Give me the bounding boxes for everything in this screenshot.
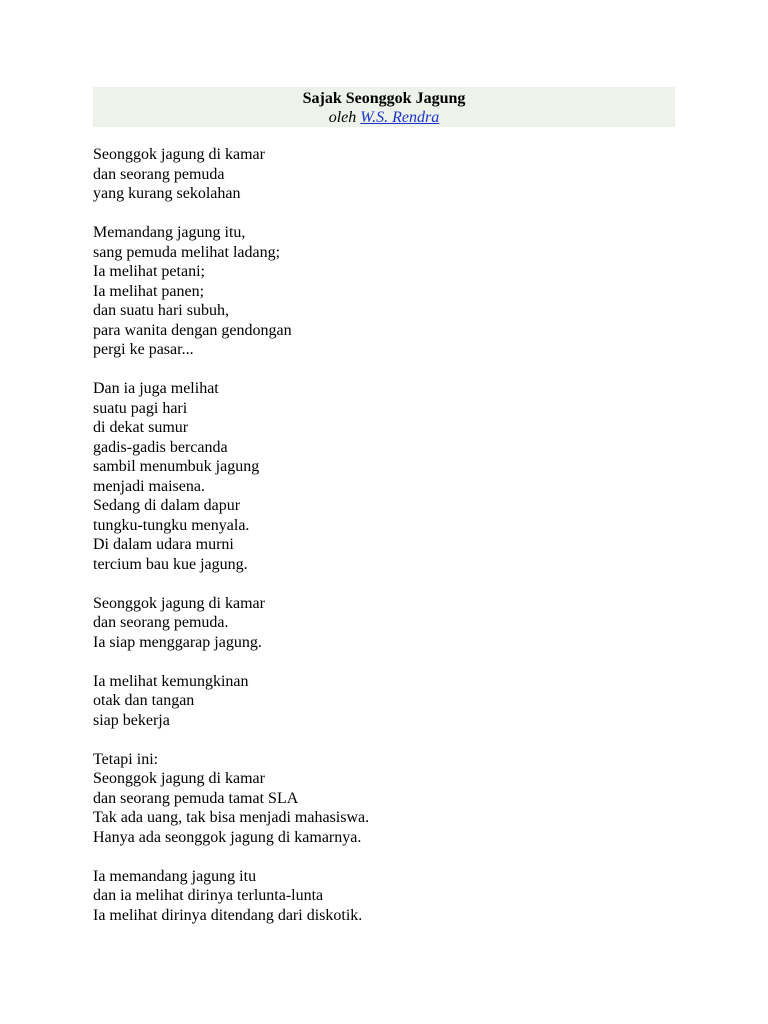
poem-line: dan seorang pemuda.	[93, 614, 229, 631]
poem-line: Ia melihat dirinya ditendang dari diskotik.	[93, 906, 363, 924]
stanza	[93, 750, 675, 848]
poem-line: Ia memandang jagung itu	[93, 867, 257, 885]
poem-header	[93, 87, 675, 127]
poem-line: Di dalam udara murni	[93, 536, 234, 553]
poem-line: dan seorang pemuda	[93, 165, 225, 183]
poem-line: para wanita dengan gendongan	[93, 321, 292, 339]
stanza	[93, 379, 675, 574]
stanza	[93, 594, 675, 653]
poem-line: pergi ke pasar...	[93, 341, 194, 358]
poem-line: tungku-tungku menyala.	[93, 516, 250, 534]
poem-line: Seonggok jagung di kamar	[93, 770, 265, 787]
poem-line: di dekat sumur	[93, 419, 189, 436]
poem-line: menjadi maisena.	[93, 477, 205, 495]
poem-line: sambil menumbuk jagung	[93, 458, 260, 475]
poem-line: Tak ada uang, tak bisa menjadi mahasiswa.	[93, 809, 370, 826]
stanza	[93, 145, 675, 204]
poem-line: dan seorang pemuda tamat SLA	[93, 789, 299, 807]
poem-line: siap bekerja	[93, 711, 170, 729]
poem-line: Ia melihat petani;	[93, 263, 205, 280]
stanza	[93, 223, 675, 360]
byline-prefix: oleh	[328, 109, 357, 126]
poem-line: Ia siap menggarap jagung.	[93, 633, 262, 651]
author-link[interactable]: W.S. Rendra	[360, 109, 440, 126]
poem-line: tercium bau kue jagung.	[93, 555, 248, 573]
stanza	[93, 672, 675, 731]
poem-byline	[93, 108, 675, 127]
poem-line: Memandang jagung itu,	[93, 224, 246, 241]
poem-line: Seonggok jagung di kamar	[93, 594, 265, 612]
poem-line: Ia melihat kemungkinan	[93, 672, 249, 690]
poem-line: sang pemuda melihat ladang;	[93, 243, 281, 261]
poem-title: Sajak Seonggok Jagung	[302, 90, 466, 107]
poem-line: dan ia melihat dirinya terlunta-lunta	[93, 887, 324, 904]
poem-line: dan suatu hari subuh,	[93, 302, 229, 319]
poem-line: Tetapi ini:	[93, 750, 159, 768]
poem-line: yang kurang sekolahan	[93, 185, 241, 202]
poem-body	[93, 145, 675, 945]
poem-line: Sedang di dalam dapur	[93, 497, 241, 514]
poem-line: suatu pagi hari	[93, 399, 188, 417]
poem-line: gadis-gadis bercanda	[93, 438, 228, 456]
poem-line: otak dan tangan	[93, 692, 195, 709]
poem-line: Hanya ada seonggok jagung di kamarnya.	[93, 828, 362, 846]
poem-line: Ia melihat panen;	[93, 282, 205, 300]
stanza	[93, 867, 675, 926]
poem-line: Dan ia juga melihat	[93, 380, 219, 397]
poem-line: Seonggok jagung di kamar	[93, 146, 265, 163]
